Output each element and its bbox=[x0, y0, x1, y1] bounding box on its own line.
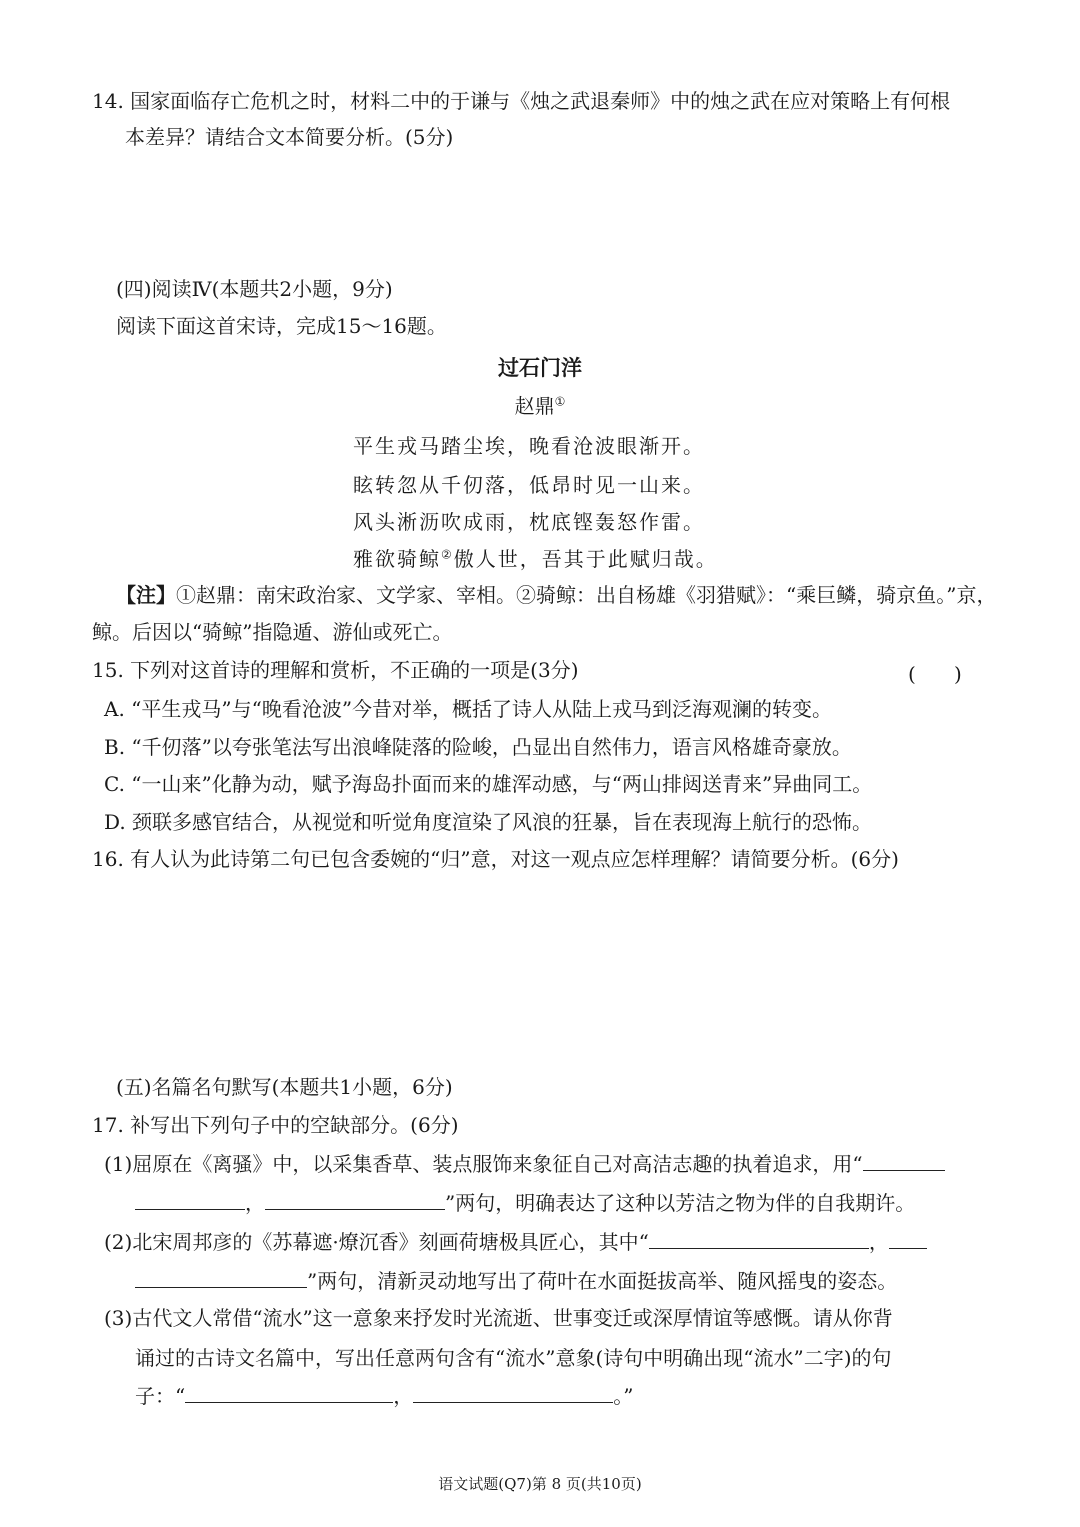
q17-p1-comma: ， bbox=[245, 1191, 265, 1215]
q17-p3-blank-1[interactable] bbox=[185, 1382, 393, 1403]
note-label: 【注】 bbox=[116, 583, 176, 607]
q17-p1-line2 bbox=[135, 1189, 915, 1216]
q14-line1: 14. 国家面临存亡危机之时，材料二中的于谦与《烛之武退秦师》中的烛之武在应对策略上有何根 bbox=[92, 89, 951, 113]
q15-option-a: A. “平生戎马”与“晚看沧波”今昔对举，概括了诗人从陆上戎马到泛海观澜的转变。 bbox=[104, 697, 833, 721]
section4-intro: 阅读下面这首宋诗，完成15～16题。 bbox=[116, 314, 447, 338]
poem-line-4 bbox=[353, 543, 718, 572]
q17-p3-text-c: 子：“ bbox=[135, 1384, 186, 1408]
q17-p2-text-b: ”两句，清新灵动地写出了荷叶在水面挺拔高举、随风摇曳的姿态。 bbox=[307, 1269, 898, 1293]
note-line2: 鲸。后因以“骑鲸”指隐遁、游仙或死亡。 bbox=[92, 620, 453, 644]
q17-p1-text-a: (1)屈原在《离骚》中，以采集香草、装点服饰来象征自己对高洁志趣的执着追求，用“ bbox=[104, 1152, 863, 1176]
q17-p3-comma: ， bbox=[393, 1384, 414, 1408]
q17-p1-blank-2[interactable] bbox=[265, 1189, 445, 1210]
page-footer: 语文试题(Q7)第 8 页(共10页) bbox=[438, 1475, 642, 1493]
poem-title: 过石门洋 bbox=[498, 356, 582, 380]
note-text-1: ①赵鼎：南宋政治家、文学家、宰相。②骑鲸：出自杨雄《羽猎赋》：“乘巨鳞，骑京鱼。”京， bbox=[176, 583, 997, 607]
poem-author-note-mark: ① bbox=[554, 394, 566, 409]
q15-option-b: B. “千仞落”以夸张笔法写出浪峰陡落的险峻，凸显出自然伟力，语言风格雄奇豪放。 bbox=[104, 735, 852, 759]
q15-stem: 15. 下列对这首诗的理解和赏析，不正确的一项是(3分) bbox=[92, 658, 579, 682]
q17-p2-line2 bbox=[135, 1267, 897, 1294]
q14-line2: 本差异？请结合文本简要分析。(5分) bbox=[125, 125, 454, 149]
poem-author-name: 赵鼎 bbox=[514, 394, 555, 418]
q17-p1-blank-1[interactable] bbox=[863, 1150, 945, 1171]
q17-p3-line3 bbox=[135, 1382, 633, 1409]
q15-option-c: C. “一山来”化静为动，赋予海岛扑面而来的雄浑动感，与“两山排闼送青来”异曲同工。 bbox=[104, 772, 873, 796]
q17-p3-line1: (3)古代文人常借“流水”这一意象来抒发时光流逝、世事变迁或深厚情谊等感慨。请从你背 bbox=[104, 1306, 893, 1330]
section5-heading: (五)名篇名句默写(本题共1小题，6分) bbox=[116, 1075, 453, 1099]
poem-line-2: 眩转忽从千仞落，低昂时见一山来。 bbox=[353, 473, 705, 497]
q17-p2-blank-2-cont[interactable] bbox=[135, 1267, 307, 1288]
q16-stem: 16. 有人认为此诗第二句已包含委婉的“归”意，对这一观点应怎样理解？请简要分析。(6分) bbox=[92, 847, 899, 871]
poem-line-1: 平生戎马踏尘埃，晚看沧波眼渐开。 bbox=[353, 434, 705, 458]
q17-p1-blank-1-cont[interactable] bbox=[135, 1189, 245, 1210]
q17-p1-line1 bbox=[104, 1150, 945, 1177]
q17-p3-line2: 诵过的古诗文名篇中，写出任意两句含有“流水”意象(诗句中明确出现“流水”二字)的句 bbox=[135, 1346, 892, 1370]
poem-line-4-note-mark: ② bbox=[441, 547, 454, 562]
q17-p3-end: 。” bbox=[613, 1384, 634, 1408]
q17-p2-comma: ， bbox=[868, 1230, 889, 1254]
q15-option-d: D. 颈联多感官结合，从视觉和听觉角度渲染了风浪的狂暴，旨在表现海上航行的恐怖。 bbox=[104, 810, 873, 834]
q17-p2-blank-1[interactable] bbox=[649, 1228, 869, 1249]
section4-heading: (四)阅读Ⅳ(本题共2小题，9分) bbox=[116, 277, 393, 301]
poem-line-4-part-a: 雅欲骑鲸 bbox=[353, 547, 441, 571]
q15-answer-paren: ( ) bbox=[908, 662, 962, 686]
q17-p2-text-a: (2)北宋周邦彦的《苏幕遮·燎沉香》刻画荷塘极具匠心，其中“ bbox=[104, 1230, 649, 1254]
q17-p2-line1 bbox=[104, 1228, 927, 1255]
q17-p1-text-b: ”两句，明确表达了这种以芳洁之物为伴的自我期许。 bbox=[445, 1191, 916, 1215]
poem-line-4-part-b: 傲人世，吾其于此赋归哉。 bbox=[453, 547, 718, 571]
poem-author bbox=[0, 390, 1080, 419]
q17-p2-blank-2[interactable] bbox=[889, 1228, 927, 1249]
q17-p3-blank-2[interactable] bbox=[413, 1382, 613, 1403]
note-line1 bbox=[116, 582, 996, 608]
poem-line-3: 风头淅沥吹成雨，枕底铿轰怒作雷。 bbox=[353, 510, 705, 534]
q17-stem: 17. 补写出下列句子中的空缺部分。(6分) bbox=[92, 1113, 459, 1137]
